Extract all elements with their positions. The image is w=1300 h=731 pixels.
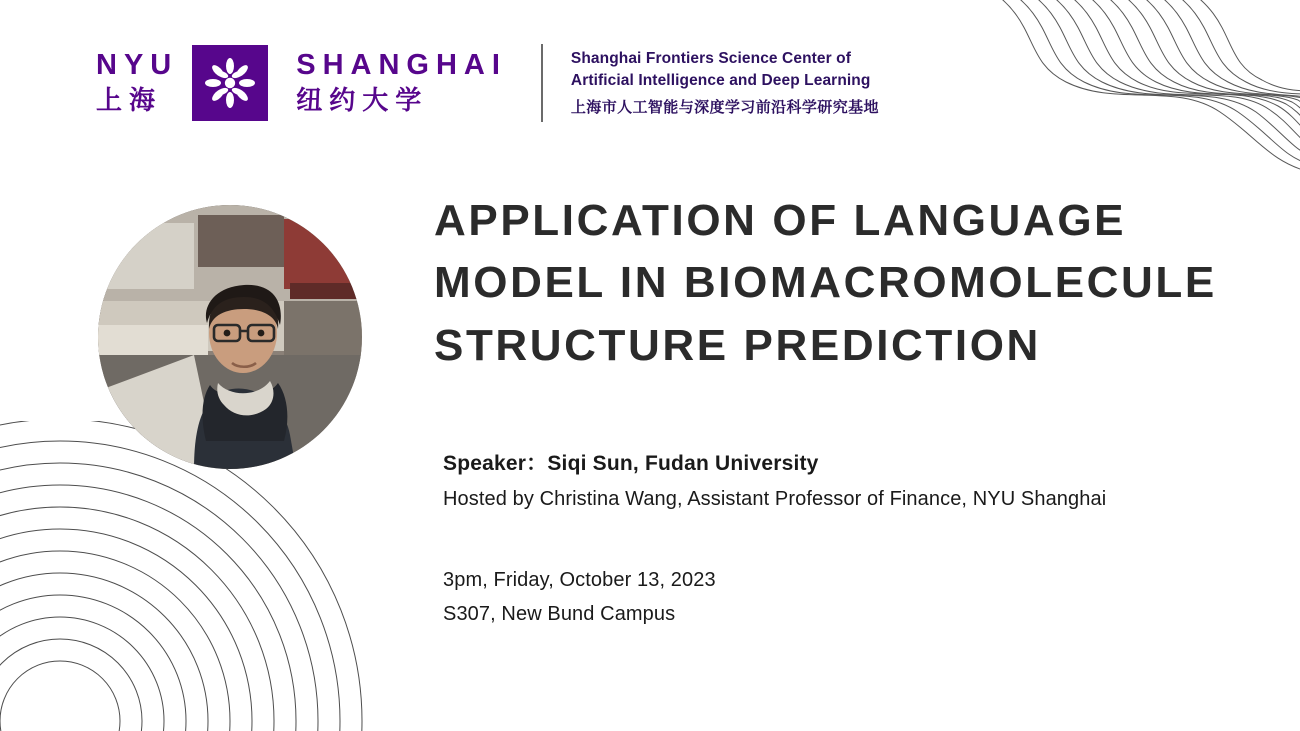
- nyu-wordmark-right: [296, 49, 507, 117]
- poster-title: APPLICATION OF LANGUAGE MODEL IN BIOMACROMOLECULE STRUCTURE PREDICTION: [434, 196, 1217, 370]
- center-line-1: Shanghai Frontiers Science Center of: [570, 49, 851, 67]
- event-location: S307, New Bund Campus: [443, 603, 676, 626]
- center-line-cn: 上海市人工智能与深度学习前沿科学研究基地: [570, 98, 879, 116]
- nyu-en-left: NYU: [96, 49, 179, 82]
- wave-lines-decoration-icon: [970, 0, 1300, 176]
- speaker-name: Siqi Sun, Fudan University: [547, 452, 819, 475]
- nyu-cn-left: 上海: [96, 85, 163, 116]
- nyu-wordmark-left: [96, 49, 178, 117]
- nyu-shanghai-logo: [96, 45, 507, 121]
- speaker-label: Speaker：: [443, 452, 548, 475]
- center-line-2: Artificial Intelligence and Deep Learning: [570, 71, 871, 89]
- speaker-info: [443, 448, 1243, 514]
- speaker-portrait: [98, 205, 362, 469]
- header-divider: [541, 44, 543, 122]
- brand-header: [96, 44, 879, 122]
- event-logistics: [443, 563, 1143, 632]
- speaker-line: [443, 448, 1243, 480]
- nyu-torch-icon: [192, 45, 268, 121]
- event-time: 3pm, Friday, October 13, 2023: [443, 569, 716, 591]
- host-line: Hosted by Christina Wang, Assistant Professor of Finance, NYU Shanghai: [443, 487, 1107, 510]
- nyu-en-right: SHANGHAI: [296, 49, 507, 82]
- nyu-cn-right: 纽约大学: [296, 85, 429, 116]
- research-center-name: [571, 48, 879, 119]
